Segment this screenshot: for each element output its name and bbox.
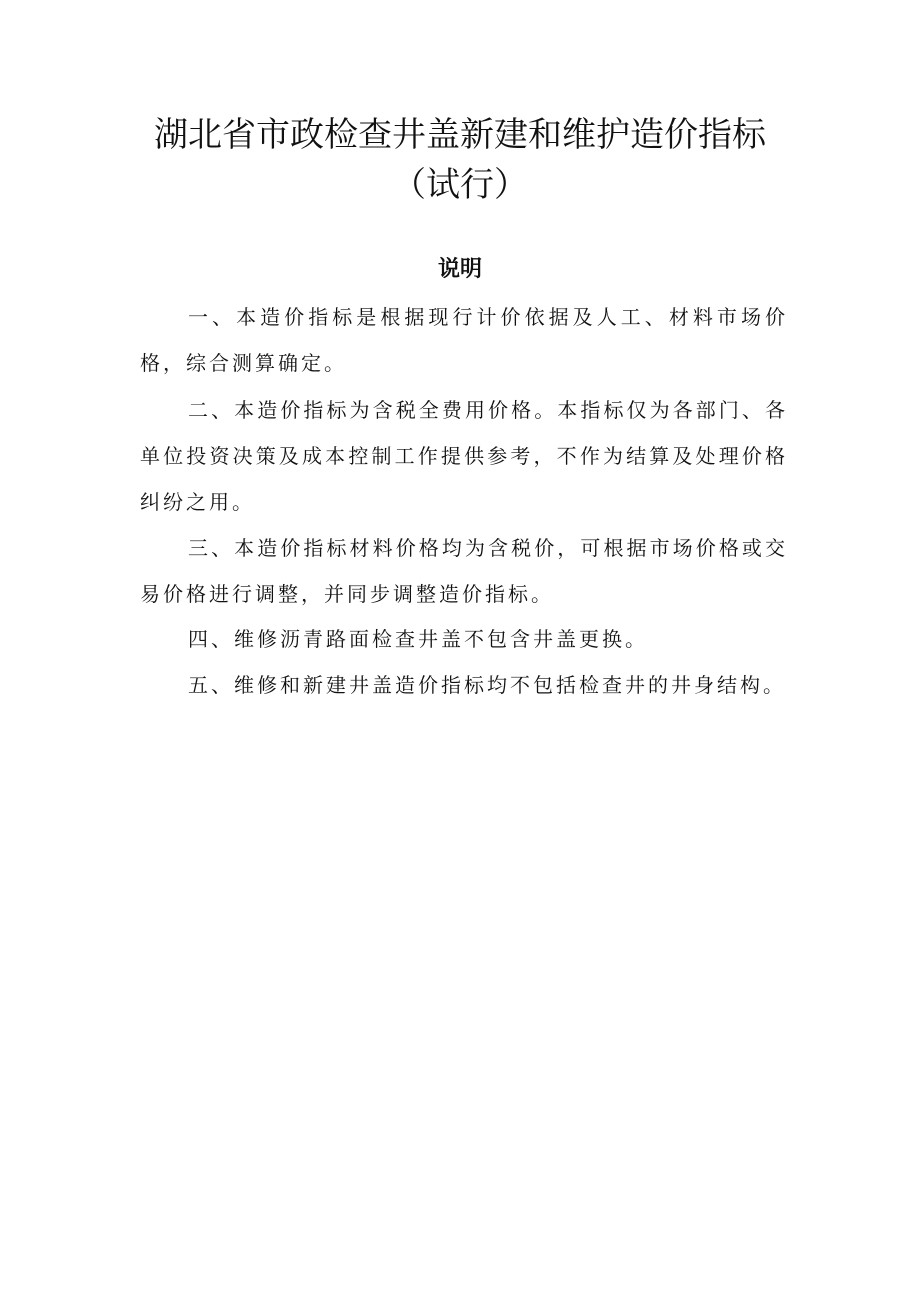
paragraph-5: 五、维修和新建井盖造价指标均不包括检查井的井身结构。 — [188, 673, 786, 697]
paragraph-2: 二、本造价指标为含税全费用价格。本指标仅为各部门、各单位投资决策及成本控制工作提供参考，不作为结算及处理价格纠纷之用。 — [140, 398, 788, 514]
paragraph-1: 一、本造价指标是根据现行计价依据及人工、材料市场价格，综合测算确定。 — [140, 305, 788, 375]
document-subtitle: （试行） — [392, 165, 528, 205]
paragraph-4: 四、维修沥青路面检查井盖不包含井盖更换。 — [188, 627, 648, 651]
section-heading: 说明 — [437, 257, 482, 282]
document-title: 湖北省市政检查井盖新建和维护造价指标 — [154, 115, 766, 155]
paragraph-3: 三、本造价指标材料价格均为含税价，可根据市场价格或交易价格进行调整，并同步调整造价指标。 — [140, 536, 788, 606]
